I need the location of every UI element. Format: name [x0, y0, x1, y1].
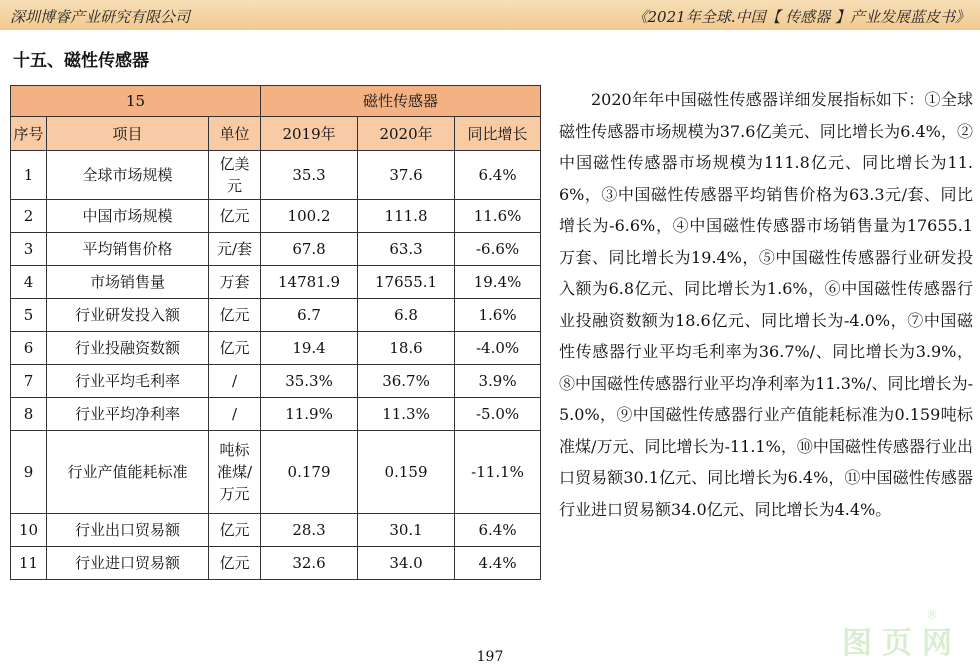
- row-growth: 3.9%: [455, 365, 541, 398]
- row-item: 行业平均毛利率: [47, 365, 209, 398]
- row-item: 市场销售量: [47, 266, 209, 299]
- row-item: 行业平均净利率: [47, 398, 209, 431]
- row-unit: 亿元: [209, 299, 261, 332]
- table-title-row: [11, 86, 541, 117]
- row-unit: 元/套: [209, 233, 261, 266]
- row-2019: 19.4: [261, 332, 358, 365]
- row-growth: -5.0%: [455, 398, 541, 431]
- table-row: [11, 365, 541, 398]
- row-growth: 11.6%: [455, 200, 541, 233]
- table-row: [11, 200, 541, 233]
- row-item: 平均销售价格: [47, 233, 209, 266]
- row-no: 4: [11, 266, 47, 299]
- row-2019: 32.6: [261, 547, 358, 580]
- row-no: 10: [11, 514, 47, 547]
- row-item: 中国市场规模: [47, 200, 209, 233]
- row-growth: -4.0%: [455, 332, 541, 365]
- registered-mark: ®: [926, 608, 938, 622]
- table-row: [11, 431, 541, 514]
- col-header-2019: 2019年: [261, 117, 358, 151]
- company-name: 深圳博睿产业研究有限公司: [10, 8, 191, 26]
- row-item: 行业产值能耗标准: [47, 431, 209, 514]
- col-header-growth: 同比增长: [455, 117, 541, 151]
- table-row: [11, 514, 541, 547]
- row-growth: 6.4%: [455, 151, 541, 200]
- table-row: [11, 151, 541, 200]
- row-no: 6: [11, 332, 47, 365]
- indicator-table: [10, 85, 541, 580]
- row-2019: 0.179: [261, 431, 358, 514]
- row-no: 3: [11, 233, 47, 266]
- row-growth: 4.4%: [455, 547, 541, 580]
- row-unit: 亿元: [209, 547, 261, 580]
- row-2020: 36.7%: [358, 365, 455, 398]
- analysis-text: 2020年年中国磁性传感器详细发展指标如下：①全球磁性传感器市场规模为37.6亿美元、同比增长为6.4%，②中国磁性传感器市场规模为111.8亿元、同比增长为11.6%，③中国磁性传感器平均销售价格为63.3元/套、同比增长为-6.6%，④中国磁性传感器市场销售量为17655.1万套、同比增长为19.4%，⑤中国磁性传感器行业研发投入额为6.8亿元、同比增长为1.6%，⑥中国磁性传感器行业投融资数额为18.6亿元、同比增长为-4.0%，⑦中国磁性传感器行业平均毛利率为36.7%/、同比增长为3.9%，⑧中国磁性传感器行业平均净利率为11.3%/、同比增长为-5.0%，⑨中国磁性传感器行业产值能耗标准为0.159吨标准煤/万元、同比增长为-11.1%，⑩中国磁性传感器行业出口贸易额30.1亿元、同比增长为6.4%，⑪中国磁性传感器行业进口贸易额34.0亿元、同比增长为4.4%。: [559, 90, 973, 519]
- section-title: 十五、磁性传感器: [13, 51, 149, 71]
- row-2019: 6.7: [261, 299, 358, 332]
- table-row: [11, 547, 541, 580]
- table-row: [11, 233, 541, 266]
- row-unit: /: [209, 398, 261, 431]
- row-2020: 37.6: [358, 151, 455, 200]
- watermark-logo: 图页网: [842, 626, 962, 661]
- row-2020: 0.159: [358, 431, 455, 514]
- row-item: 行业进口贸易额: [47, 547, 209, 580]
- row-unit: [209, 151, 261, 200]
- row-2020: 18.6: [358, 332, 455, 365]
- page-header: [0, 0, 980, 30]
- analysis-paragraph: [559, 84, 973, 525]
- row-growth: -11.1%: [455, 431, 541, 514]
- row-unit: 亿元: [209, 332, 261, 365]
- row-no: 8: [11, 398, 47, 431]
- book-title: 《2021年全球.中国【 传感器 】产业发展蓝皮书》: [632, 8, 970, 26]
- row-growth: 1.6%: [455, 299, 541, 332]
- unit-label: 亿美元: [219, 155, 250, 195]
- row-item: 全球市场规模: [47, 151, 209, 200]
- row-growth: -6.6%: [455, 233, 541, 266]
- row-2020: 11.3%: [358, 398, 455, 431]
- row-growth: 6.4%: [455, 514, 541, 547]
- row-2020: 34.0: [358, 547, 455, 580]
- row-item: 行业出口贸易额: [47, 514, 209, 547]
- row-unit: 亿元: [209, 200, 261, 233]
- row-2019: 67.8: [261, 233, 358, 266]
- row-unit: /: [209, 365, 261, 398]
- row-no: 9: [11, 431, 47, 514]
- col-header-2020: 2020年: [358, 117, 455, 151]
- row-unit: 万套: [209, 266, 261, 299]
- table-header-row: [11, 117, 541, 151]
- page-number: 197: [476, 649, 504, 665]
- table-row: [11, 398, 541, 431]
- col-header-no: 序号: [11, 117, 47, 151]
- row-2020: 6.8: [358, 299, 455, 332]
- table-row: [11, 266, 541, 299]
- col-header-unit: 单位: [209, 117, 261, 151]
- row-2019: 28.3: [261, 514, 358, 547]
- row-2020: 30.1: [358, 514, 455, 547]
- unit-label: 吨标准煤/万元: [216, 441, 253, 503]
- row-unit: 亿元: [209, 514, 261, 547]
- table-category: 磁性传感器: [261, 86, 541, 117]
- row-2020: 63.3: [358, 233, 455, 266]
- row-growth: 19.4%: [455, 266, 541, 299]
- table-row: [11, 299, 541, 332]
- table-row: [11, 332, 541, 365]
- table-index: 15: [11, 86, 261, 117]
- row-no: 11: [11, 547, 47, 580]
- row-2019: 100.2: [261, 200, 358, 233]
- row-2019: 11.9%: [261, 398, 358, 431]
- row-2019: 35.3%: [261, 365, 358, 398]
- row-unit: [209, 431, 261, 514]
- row-item: 行业研发投入额: [47, 299, 209, 332]
- row-2020: 17655.1: [358, 266, 455, 299]
- row-no: 7: [11, 365, 47, 398]
- row-2020: 111.8: [358, 200, 455, 233]
- col-header-item: 项目: [47, 117, 209, 151]
- row-2019: 14781.9: [261, 266, 358, 299]
- row-no: 2: [11, 200, 47, 233]
- row-no: 1: [11, 151, 47, 200]
- row-item: 行业投融资数额: [47, 332, 209, 365]
- row-2019: 35.3: [261, 151, 358, 200]
- row-no: 5: [11, 299, 47, 332]
